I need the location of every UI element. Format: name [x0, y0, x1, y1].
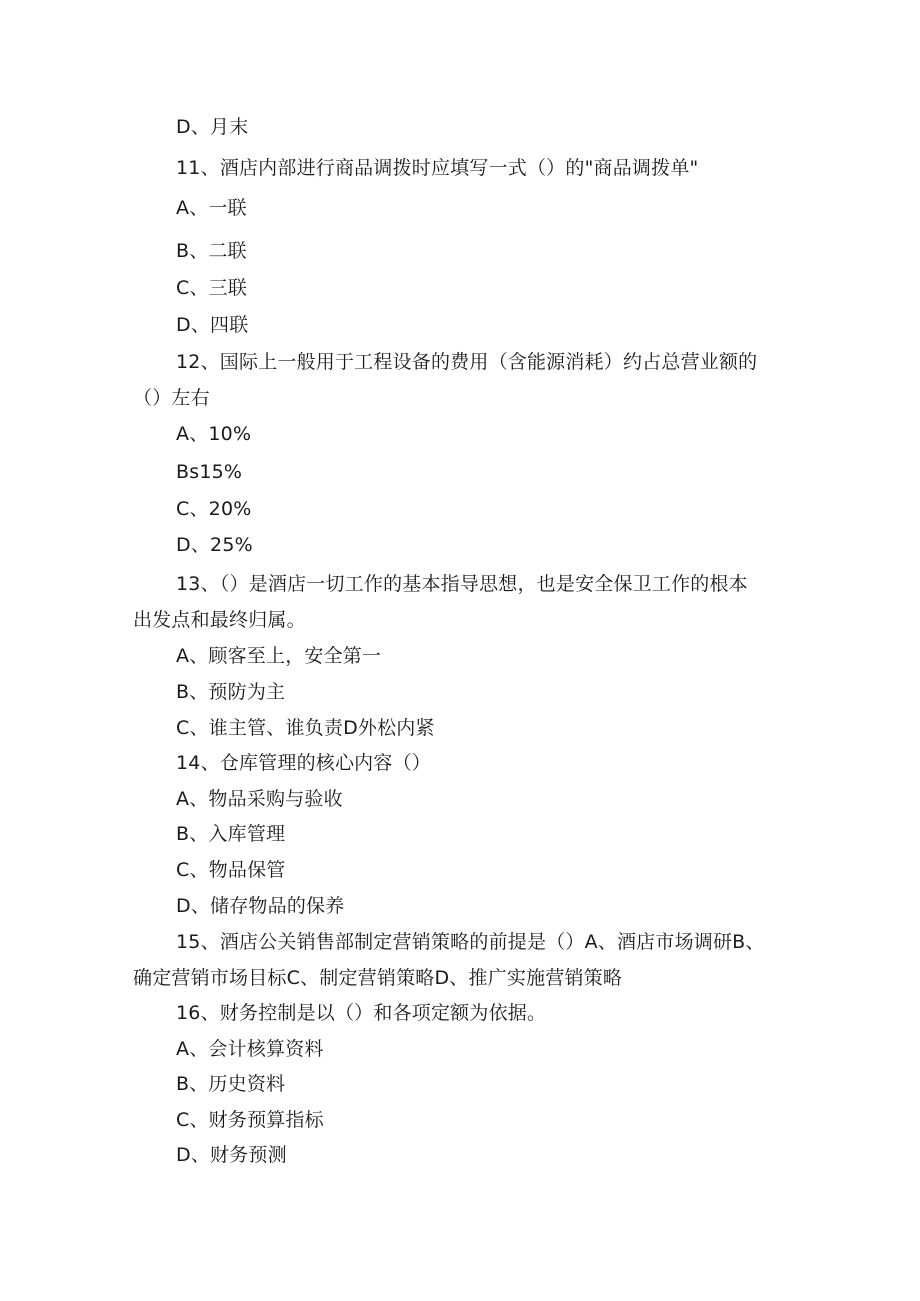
q13-option-a: A、顾客至上，安全第一 [176, 645, 382, 667]
q11-option-a: A、一联 [176, 197, 247, 219]
q16-option-c: C、财务预算指标 [176, 1109, 324, 1131]
question-16: 16、财务控制是以（）和各项定额为依据。 [176, 1002, 547, 1024]
q12-option-a: A、10% [176, 423, 252, 445]
q16-option-a: A、会计核算资料 [176, 1038, 324, 1060]
q11-option-d: D、四联 [176, 314, 249, 336]
q14-option-a: A、物品采购与验收 [176, 788, 343, 810]
question-14: 14、仓库管理的核心内容（） [176, 752, 431, 774]
question-12: 12、国际上一般用于工程设备的费用（含能源消耗）约占总营业额的 [176, 351, 758, 373]
q12-option-c: C、20% [176, 498, 252, 520]
question-13-continued: 出发点和最终归属。 [133, 609, 306, 631]
q14-option-b: B、入库管理 [176, 823, 286, 845]
q12-option-d: D、25% [176, 534, 253, 556]
q12-option-b: Bs15% [176, 461, 243, 483]
question-13: 13、（）是酒店一切工作的基本指导思想，也是安全保卫工作的根本 [176, 573, 748, 595]
question-15: 15、酒店公关销售部制定营销策略的前提是（）A、酒店市场调研B、 [176, 931, 765, 953]
question-12-continued: （）左右 [133, 387, 210, 409]
q14-option-c: C、物品保管 [176, 859, 286, 881]
q11-option-b: B、二联 [176, 240, 247, 262]
q16-option-b: B、历史资料 [176, 1073, 286, 1095]
q16-option-d: D、财务预测 [176, 1144, 287, 1166]
q13-option-b: B、预防为主 [176, 681, 286, 703]
question-11: 11、酒店内部进行商品调拨时应填写一式（）的"商品调拨单" [176, 157, 699, 179]
q10-option-d: D、月末 [176, 116, 249, 138]
question-15-continued: 确定营销市场目标C、制定营销策略D、推广实施营销策略 [133, 967, 623, 989]
q13-option-c-d: C、谁主管、谁负责D外松内紧 [176, 717, 435, 739]
q11-option-c: C、三联 [176, 277, 248, 299]
q14-option-d: D、储存物品的保养 [176, 895, 345, 917]
